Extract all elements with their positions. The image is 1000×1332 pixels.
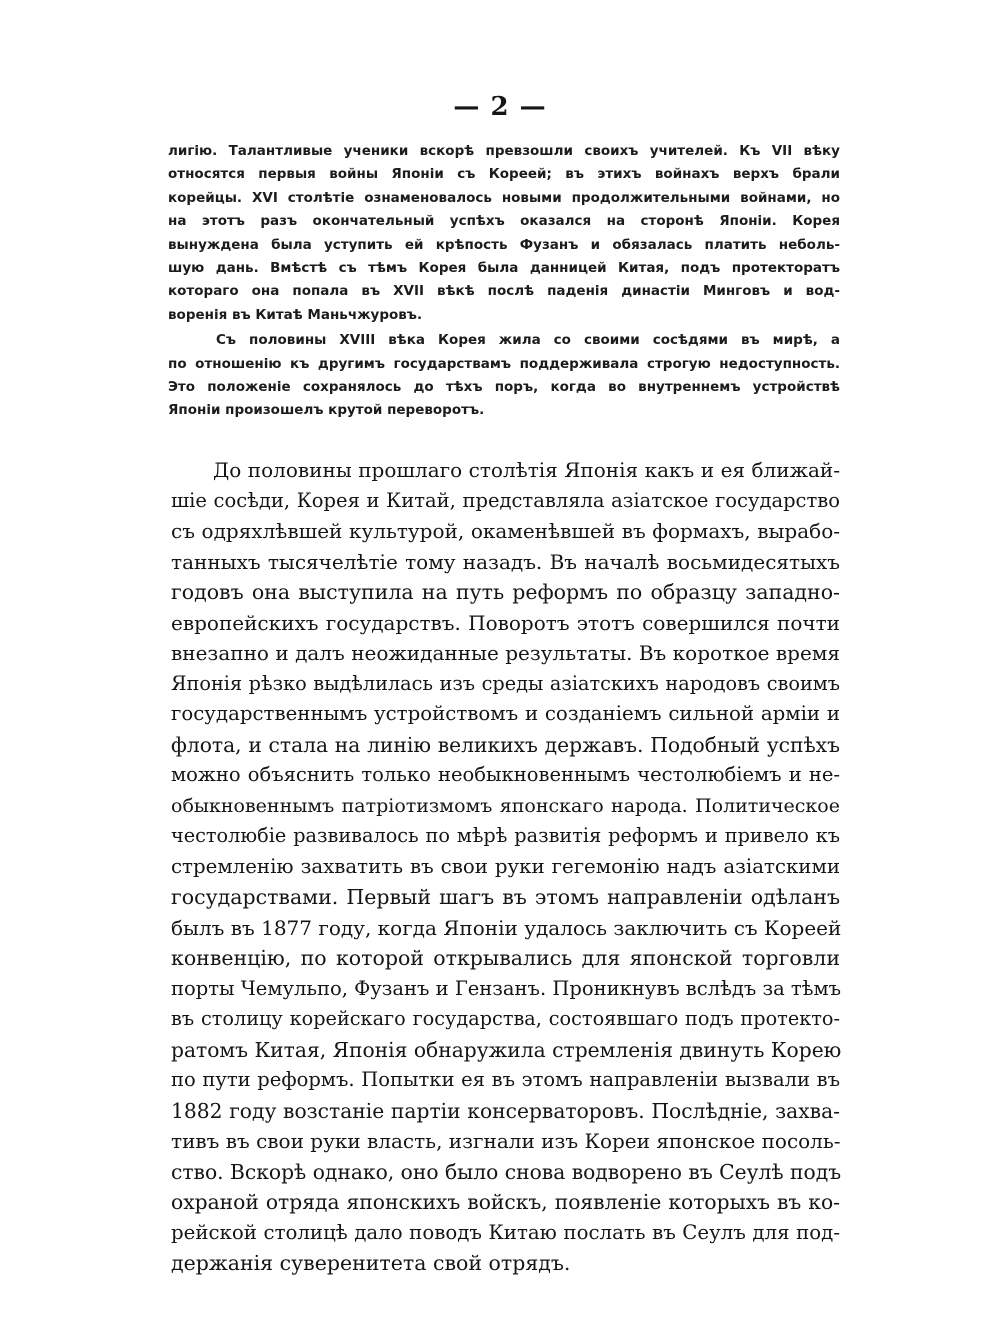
text-line: стремленію захватить въ свои руки гегемонію надъ азіатскими (171, 854, 840, 878)
text-line: можно объяснить только необыкновеннымъ честолюбіемъ и не- (171, 763, 840, 786)
small-paragraph-2 (168, 329, 840, 423)
text-line: шую дань. Вмѣстѣ съ тѣмъ Корея была данницей Китая, подъ протекторатъ (168, 260, 840, 277)
text-line: флота, и стала на линію великихъ державъ. Подобный успѣхъ (171, 732, 840, 757)
text-line: съ одряхлѣвшей культурой, окаменѣвшей въ формахъ, вырабо- (171, 519, 840, 543)
text-line: былъ въ 1877 году, когда Японіи удалось заключить съ Кореей (171, 915, 842, 940)
text-line: вынуждена была уступить ей крѣпость Фузанъ и обязалась платить неболь- (168, 236, 840, 253)
text-line: внезапно и далъ неожиданные результаты. Въ короткое время (171, 641, 840, 665)
text-line: Это положеніе сохранялось до тѣхъ поръ, когда во внутреннемъ устройствѣ (168, 379, 840, 396)
text-line: охраной отряда японскихъ войскъ, появленіе которыхъ въ ко- (171, 1190, 840, 1214)
text-line: шіе сосѣди, Корея и Китай, представляла азіатское государство (171, 488, 840, 512)
text-line: порты Чемульпо, Фузанъ и Гензанъ. Проникнувъ вслѣдъ за тѣмъ (171, 976, 842, 1000)
text-line: лигію. Талантливые ученики вскорѣ превзошли своихъ учителей. Къ VII вѣку (168, 143, 840, 159)
main-paragraph (171, 455, 840, 1279)
text-line: по отношенію къ другимъ государствамъ поддерживала строгую недоступность. (168, 355, 840, 372)
small-paragraph-1 (168, 140, 840, 327)
text-line: честолюбіе развивалось по мѣрѣ развитія реформъ и привело къ (171, 824, 840, 847)
text-line: Японіи произошелъ крутой переворотъ. (168, 402, 485, 419)
text-line: воренія въ Китаѣ Маньчжуровъ. (168, 306, 423, 323)
main-text-section (171, 455, 840, 1279)
text-line: рейской столицѣ дало поводъ Китаю послать въ Сеулъ для под- (171, 1220, 840, 1244)
text-line: Съ половины XVIII вѣка Корея жила со своими сосѣдями въ мирѣ, а (216, 332, 840, 349)
small-print-section (168, 140, 840, 423)
text-line: на этотъ разъ окончательный успѣхъ оказался на сторонѣ Японіи. Корея (168, 213, 840, 230)
text-line: обыкновеннымъ патріотизмомъ японскаго народа. Политическое (171, 794, 840, 817)
text-line: Японія рѣзко выдѣлилась изъ среды азіатскихъ народовъ своимъ (171, 671, 840, 695)
text-line: по пути реформъ. Попытки ея въ этомъ направленіи вызвали въ (171, 1068, 840, 1091)
text-line: въ столицу корейскаго государства, состоявшаго подъ протекто- (171, 1007, 840, 1030)
text-line: 1882 году возстаніе партіи консерваторовъ. Послѣдніе, захва- (171, 1098, 840, 1123)
text-line: европейскихъ государствъ. Поворотъ этотъ совершился почти (171, 610, 840, 635)
text-line: конвенцію, по которой открывались для японской торговли (171, 946, 840, 970)
text-line: годовъ она выступила на путь реформъ по образцу западно- (171, 580, 840, 604)
text-line: государственнымъ устройствомъ и созданіемъ сильной арміи и (171, 702, 840, 725)
text-line: корейцы. XVI столѣтіе ознаменовалось новыми продолжительными войнами, но (168, 189, 840, 206)
text-line: относятся первыя войны Японіи съ Кореей; въ этихъ войнахъ верхъ брали (168, 166, 840, 183)
text-line: котораго она попала въ XVII вѣкѣ послѣ паденія династіи Минговъ и вод- (168, 283, 840, 300)
text-line: держанія суверенитета свой отрядъ. (171, 1251, 571, 1275)
text-line: танныхъ тысячелѣтіе тому назадъ. Въ началѣ восьмидесятыхъ (171, 549, 840, 574)
text-line: тивъ въ свои руки власть, изгнали изъ Кореи японское посоль- (171, 1129, 841, 1153)
text-line: ратомъ Китая, Японія обнаружила стремленія двинуть Корею (171, 1037, 842, 1062)
text-line: государствами. Первый шагъ въ этомъ направленіи одѣланъ (171, 885, 840, 909)
page-number: — 2 — (453, 92, 547, 122)
text-line: До половины прошлаго столѣтія Японія какъ и ея ближай- (213, 458, 840, 482)
text-line: ство. Вскорѣ однако, оно было снова водворено въ Сеулѣ подъ (171, 1159, 842, 1184)
